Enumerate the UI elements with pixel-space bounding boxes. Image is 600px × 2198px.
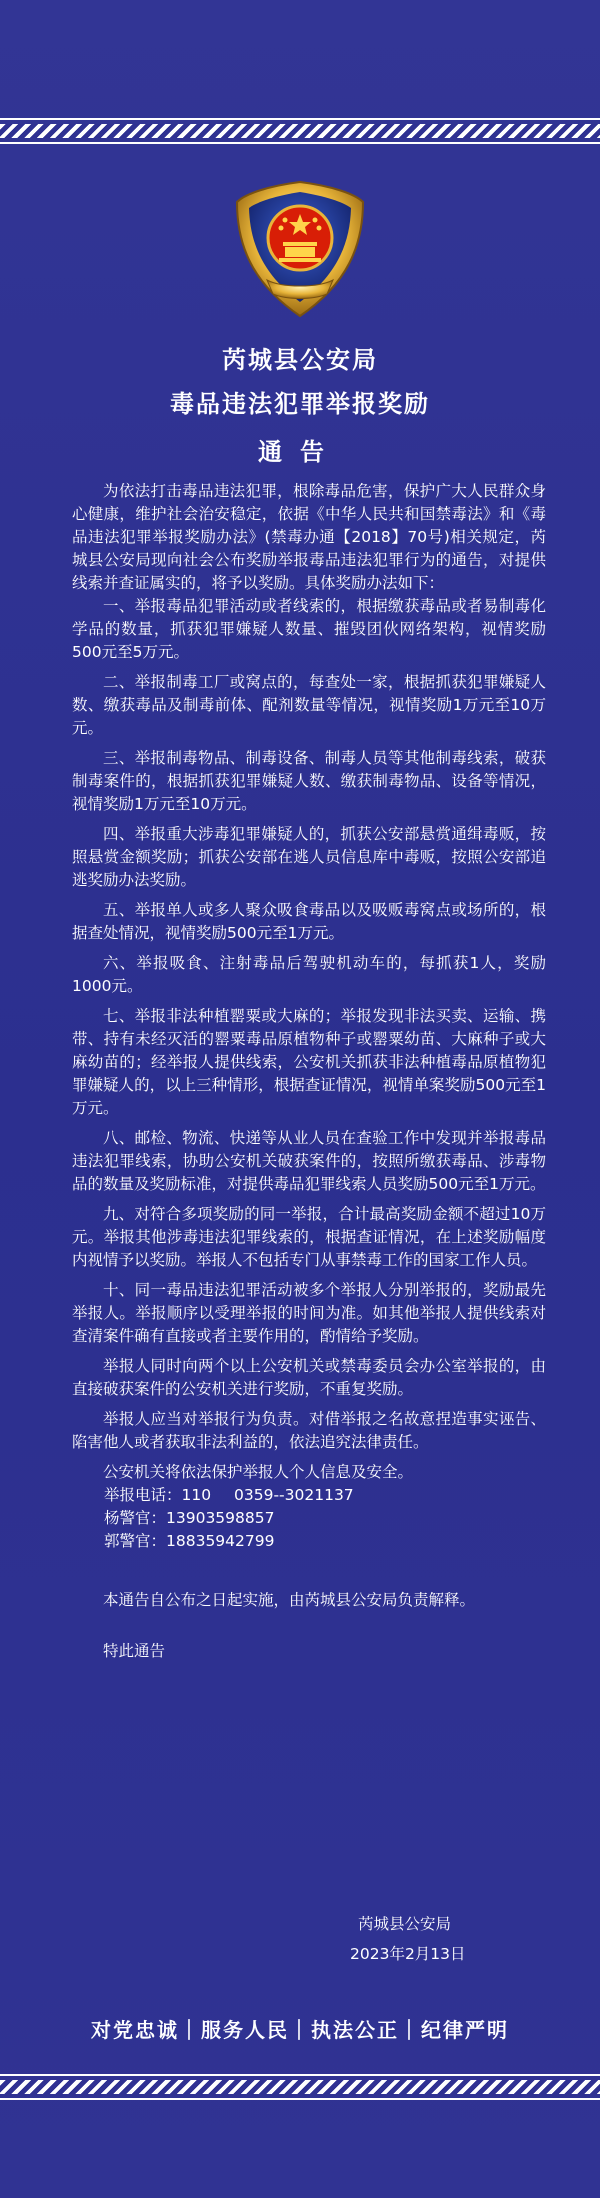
bottom-divider-line-lower [0, 2098, 600, 2100]
hotline-number: 0359--3021137 [234, 1486, 354, 1504]
reward-item-3: 三、举报制毒物品、制毒设备、制毒人员等其他制毒线索，破获制毒案件的，根据抓获犯罪嫌疑人数、缴获制毒物品、设备等情况，视情奖励1万元至10万元。 [72, 749, 546, 813]
title-organization: 芮城县公安局 [222, 346, 378, 374]
reward-item-8: 八、邮检、物流、快递等从业人员在查验工作中发现并举报毒品违法犯罪线索，协助公安机关破获案件的，按照所缴获毒品、涉毒物品的数量及奖励标准，对提供毒品犯罪线索人员奖励500元至1万元。 [72, 1129, 546, 1193]
reward-item-9: 九、对符合多项奖励的同一举报，合计最高奖励金额不超过10万元。举报其他涉毒违法犯罪线索的，根据查证情况，在上述奖励幅度内视情予以奖励。举报人不包括专门从事禁毒工作的国家工作人员。 [72, 1205, 546, 1269]
police-emblem-icon [227, 176, 373, 322]
effective-paragraph: 本通告自公布之日起实施，由芮城县公安局负责解释。 [103, 1591, 476, 1609]
title-notice: 通告 [258, 438, 342, 466]
signature-date: 2023年2月13日 [350, 1945, 466, 1963]
reward-item-4: 四、举报重大涉毒犯罪嫌疑人的，抓获公安部悬赏通缉毒贩，按照悬赏金额奖励；抓获公安部在逃人员信息库中毒贩，按照公安部追逃奖励办法奖励。 [72, 825, 546, 889]
reward-item-2: 二、举报制毒工厂或窝点的，每查处一家，根据抓获犯罪嫌疑人数、缴获毒品及制毒前体、配剂数量等情况，视情奖励1万元至10万元。 [72, 673, 546, 737]
bottom-divider-line [0, 2074, 600, 2076]
title-main: 毒品违法犯罪举报奖励 [170, 390, 430, 418]
officer-2-contact: 郭警官：18835942799 [104, 1532, 275, 1550]
responsibility-paragraph: 举报人应当对举报行为负责。对借举报之名故意捏造事实诬告、陷害他人或者获取非法利益的，依法追究法律责任。 [72, 1410, 546, 1451]
bottom-stripe-band [0, 2080, 600, 2094]
reward-item-5: 五、举报单人或多人聚众吸食毒品以及吸贩毒窝点或场所的，根据查处情况，视情奖励500元至1万元。 [72, 901, 546, 942]
top-divider-line [0, 118, 600, 120]
reward-item-1: 一、举报毒品犯罪活动或者线索的，根据缴获毒品或者易制毒化学品的数量，抓获犯罪嫌疑人数量、摧毁团伙网络架构，视情奖励500元至5万元。 [72, 597, 546, 661]
reward-item-7: 七、举报非法种植罂粟或大麻的；举报发现非法买卖、运输、携带、持有未经灭活的罂粟毒品原植物种子或罂粟幼苗、大麻种子或大麻幼苗的；经举报人提供线索，公安机关抓获非法种植毒品原植物犯罪嫌疑人的，以上三种情形，根据查证情况，视情单案奖励500元至1万元。 [72, 1007, 546, 1117]
reward-item-6: 六、举报吸食、注射毒品后驾驶机动车的，每抓获1人，奖励1000元。 [72, 954, 546, 995]
notice-body [72, 480, 546, 1663]
top-stripe-band [0, 124, 600, 138]
hotline-label: 举报电话：110 [104, 1486, 212, 1504]
top-divider-line-lower [0, 142, 600, 144]
officer-1-contact: 杨警官：13903598857 [104, 1509, 275, 1527]
privacy-paragraph: 公安机关将依法保护举报人个人信息及安全。 [103, 1463, 414, 1481]
signature-organization: 芮城县公安局 [358, 1915, 452, 1933]
closing-phrase: 特此通告 [103, 1642, 166, 1660]
duplicate-report-paragraph: 举报人同时向两个以上公安机关或禁毒委员会办公室举报的，由直接破获案件的公安机关进行奖励，不重复奖励。 [72, 1357, 546, 1398]
contact-block [72, 1484, 546, 1553]
intro-paragraph: 为依法打击毒品违法犯罪，根除毒品危害，保护广大人民群众身心健康，维护社会治安稳定，依据《中华人民共和国禁毒法》和《毒品违法犯罪举报奖励办法》(禁毒办通【2018】70号)相关规定，芮城县公安局现向社会公布奖励举报毒品违法犯罪行为的通告，对提供线索并查证属实的，将予以奖励。具体奖励办法如下： [72, 482, 546, 592]
hotline-row [104, 1484, 546, 1507]
slogan: 对党忠诚｜服务人民｜执法公正｜纪律严明 [91, 2018, 509, 2042]
reward-item-10: 十、同一毒品违法犯罪活动被多个举报人分别举报的，奖励最先举报人。举报顺序以受理举报的时间为准。如其他举报人提供线索对查清案件确有直接或者主要作用的，酌情给予奖励。 [72, 1281, 546, 1345]
